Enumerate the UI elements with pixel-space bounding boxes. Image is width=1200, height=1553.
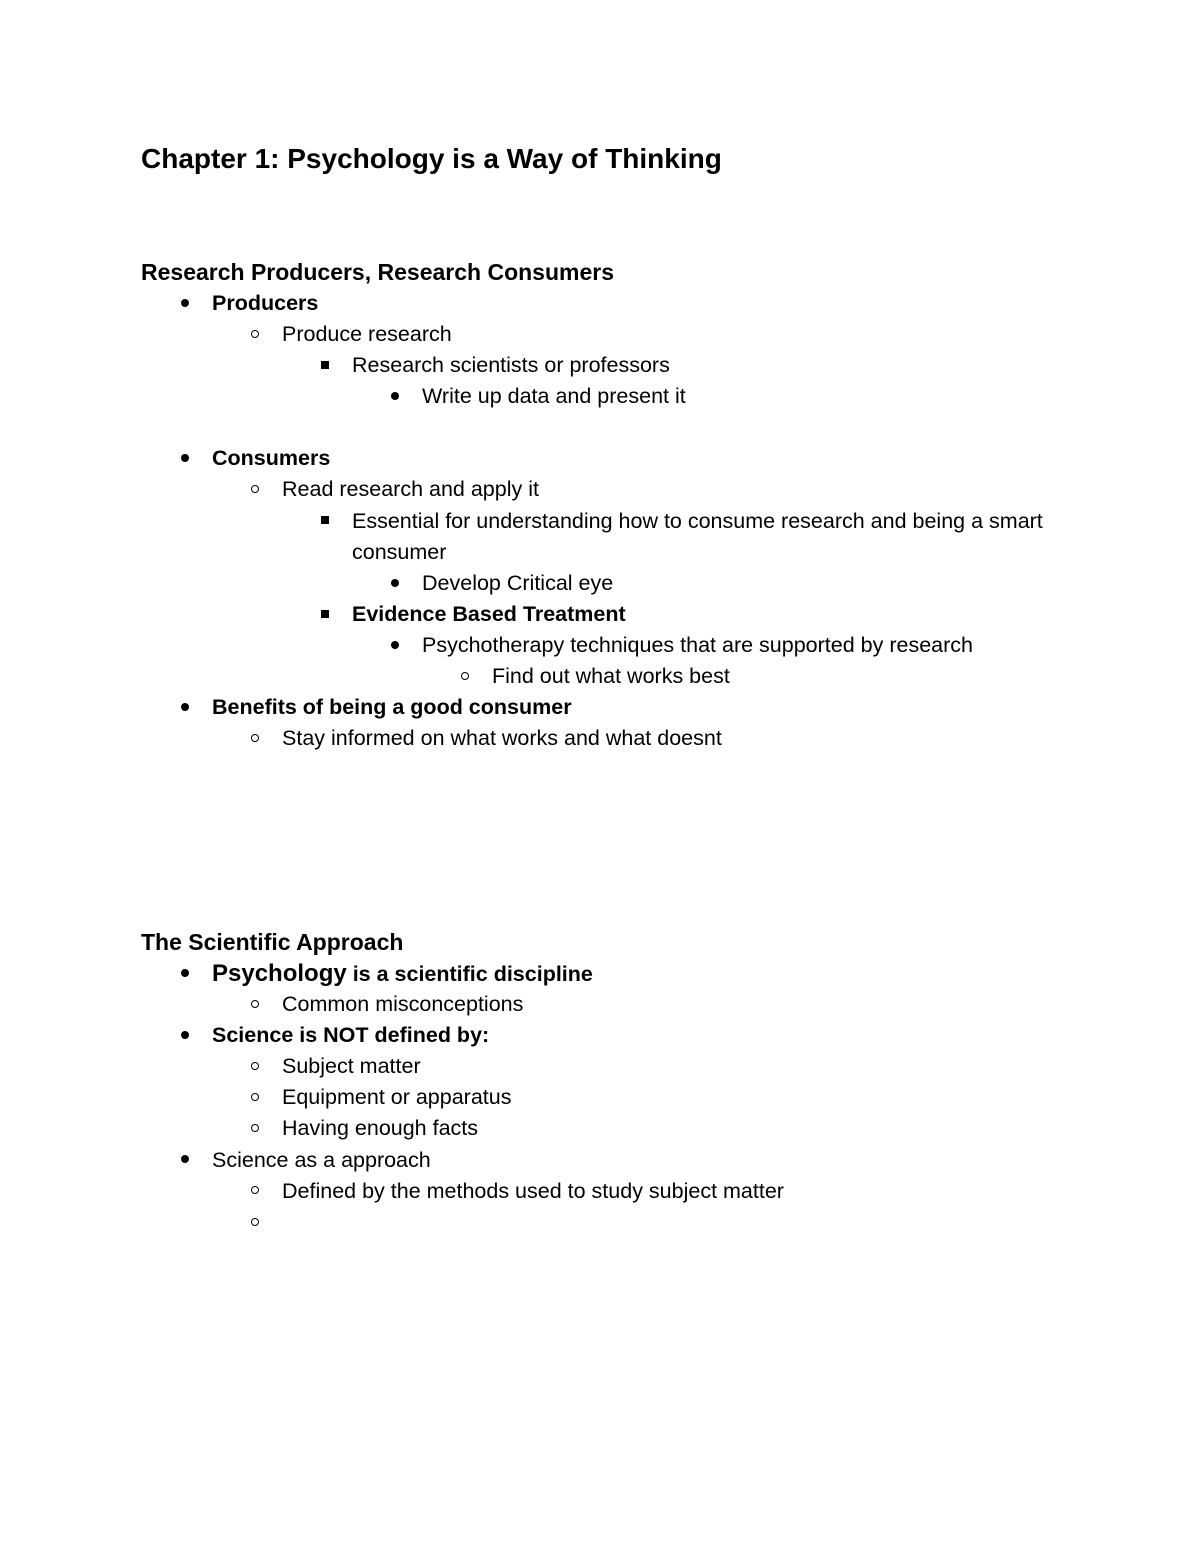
bullet-circle-icon	[245, 319, 265, 350]
list-item-text: Develop Critical eye	[422, 570, 614, 595]
bullet-dot-icon	[385, 568, 405, 599]
list-item-evidence-based-treatment	[141, 599, 1141, 630]
bullet-dot-icon	[175, 288, 195, 319]
list-item-text: Research scientists or professors	[352, 353, 670, 378]
list-item	[141, 474, 1141, 505]
section-heading: Research Producers, Research Consumers	[141, 259, 614, 285]
list-item-text: Read research and apply it	[282, 477, 539, 502]
bullet-dot-icon	[385, 630, 405, 661]
list-item-science-approach	[141, 1145, 1141, 1176]
list-item	[141, 568, 1141, 599]
bullet-circle-icon	[245, 1176, 265, 1207]
bullet-dot-icon	[175, 1020, 195, 1051]
bullet-circle-icon	[245, 1113, 265, 1144]
list-item-text: Defined by the methods used to study subject matter	[282, 1178, 784, 1203]
list-item	[141, 506, 1052, 568]
page-title: Chapter 1: Psychology is a Way of Thinking	[141, 143, 722, 174]
list-item-text: Produce research	[282, 322, 452, 347]
bullet-dot-icon	[175, 443, 195, 474]
bullet-circle-icon	[455, 661, 475, 692]
bullet-dot-icon	[175, 692, 195, 723]
list-item	[141, 1176, 1141, 1207]
bullet-square-icon	[315, 506, 335, 537]
list-item-text: Science is NOT defined by:	[212, 1023, 490, 1048]
bullet-dot-icon	[175, 1145, 195, 1176]
bullet-circle-icon	[245, 723, 265, 754]
list-item-producers	[141, 288, 1141, 319]
list-item-text: Science as a approach	[212, 1147, 431, 1172]
list-item-not-defined-by	[141, 1020, 1141, 1051]
spacer	[141, 412, 1141, 443]
bullet-square-icon	[315, 350, 335, 381]
list-item-text: Find out what works best	[492, 664, 730, 689]
section-scientific-approach	[141, 926, 1141, 1238]
list-item-empty	[141, 1207, 1141, 1238]
list-item-text: Write up data and present it	[422, 384, 686, 409]
list-item	[141, 661, 1141, 692]
list-item-text: Essential for understanding how to consume research and being a smart consumer	[352, 508, 1043, 564]
list-item-text: Subject matter	[282, 1054, 421, 1079]
list-item	[141, 1051, 1141, 1082]
list-item-text: Common misconceptions	[282, 992, 524, 1017]
list-item-text: is a scientific discipline	[346, 962, 593, 986]
bullet-circle-icon	[245, 1207, 265, 1238]
list-item-emphasis: Psychology	[212, 960, 347, 987]
list-item-text: Psychotherapy techniques that are supported by research	[422, 632, 973, 657]
list-item-text: Equipment or apparatus	[282, 1085, 512, 1110]
list-item-text: Consumers	[212, 446, 331, 471]
bullet-circle-icon	[245, 989, 265, 1020]
list-item-text: Evidence Based Treatment	[352, 601, 626, 626]
list-item-text: Stay informed on what works and what doesnt	[282, 726, 722, 751]
list-item-benefits	[141, 692, 1141, 723]
bullet-dot-icon	[175, 958, 195, 989]
section-research-producers-consumers	[141, 256, 1141, 754]
list-item	[141, 630, 1141, 661]
list-item-text: Benefits of being a good consumer	[212, 695, 572, 720]
list-item-consumers	[141, 443, 1141, 474]
list-item	[141, 381, 1141, 412]
bullet-square-icon	[315, 599, 335, 630]
list-item	[141, 989, 1141, 1020]
list-item	[141, 350, 1141, 381]
list-item	[141, 319, 1141, 350]
bullet-dot-icon	[385, 381, 405, 412]
bullet-circle-icon	[245, 1051, 265, 1082]
list-item-text: Producers	[212, 291, 319, 315]
section-heading: The Scientific Approach	[141, 929, 404, 955]
list-item-psychology-discipline	[141, 958, 1141, 989]
list-item-text: Having enough facts	[282, 1116, 479, 1141]
bullet-circle-icon	[245, 1082, 265, 1113]
bullet-circle-icon	[245, 474, 265, 505]
list-item	[141, 723, 1141, 754]
list-item	[141, 1082, 1141, 1113]
list-item	[141, 1113, 1141, 1144]
